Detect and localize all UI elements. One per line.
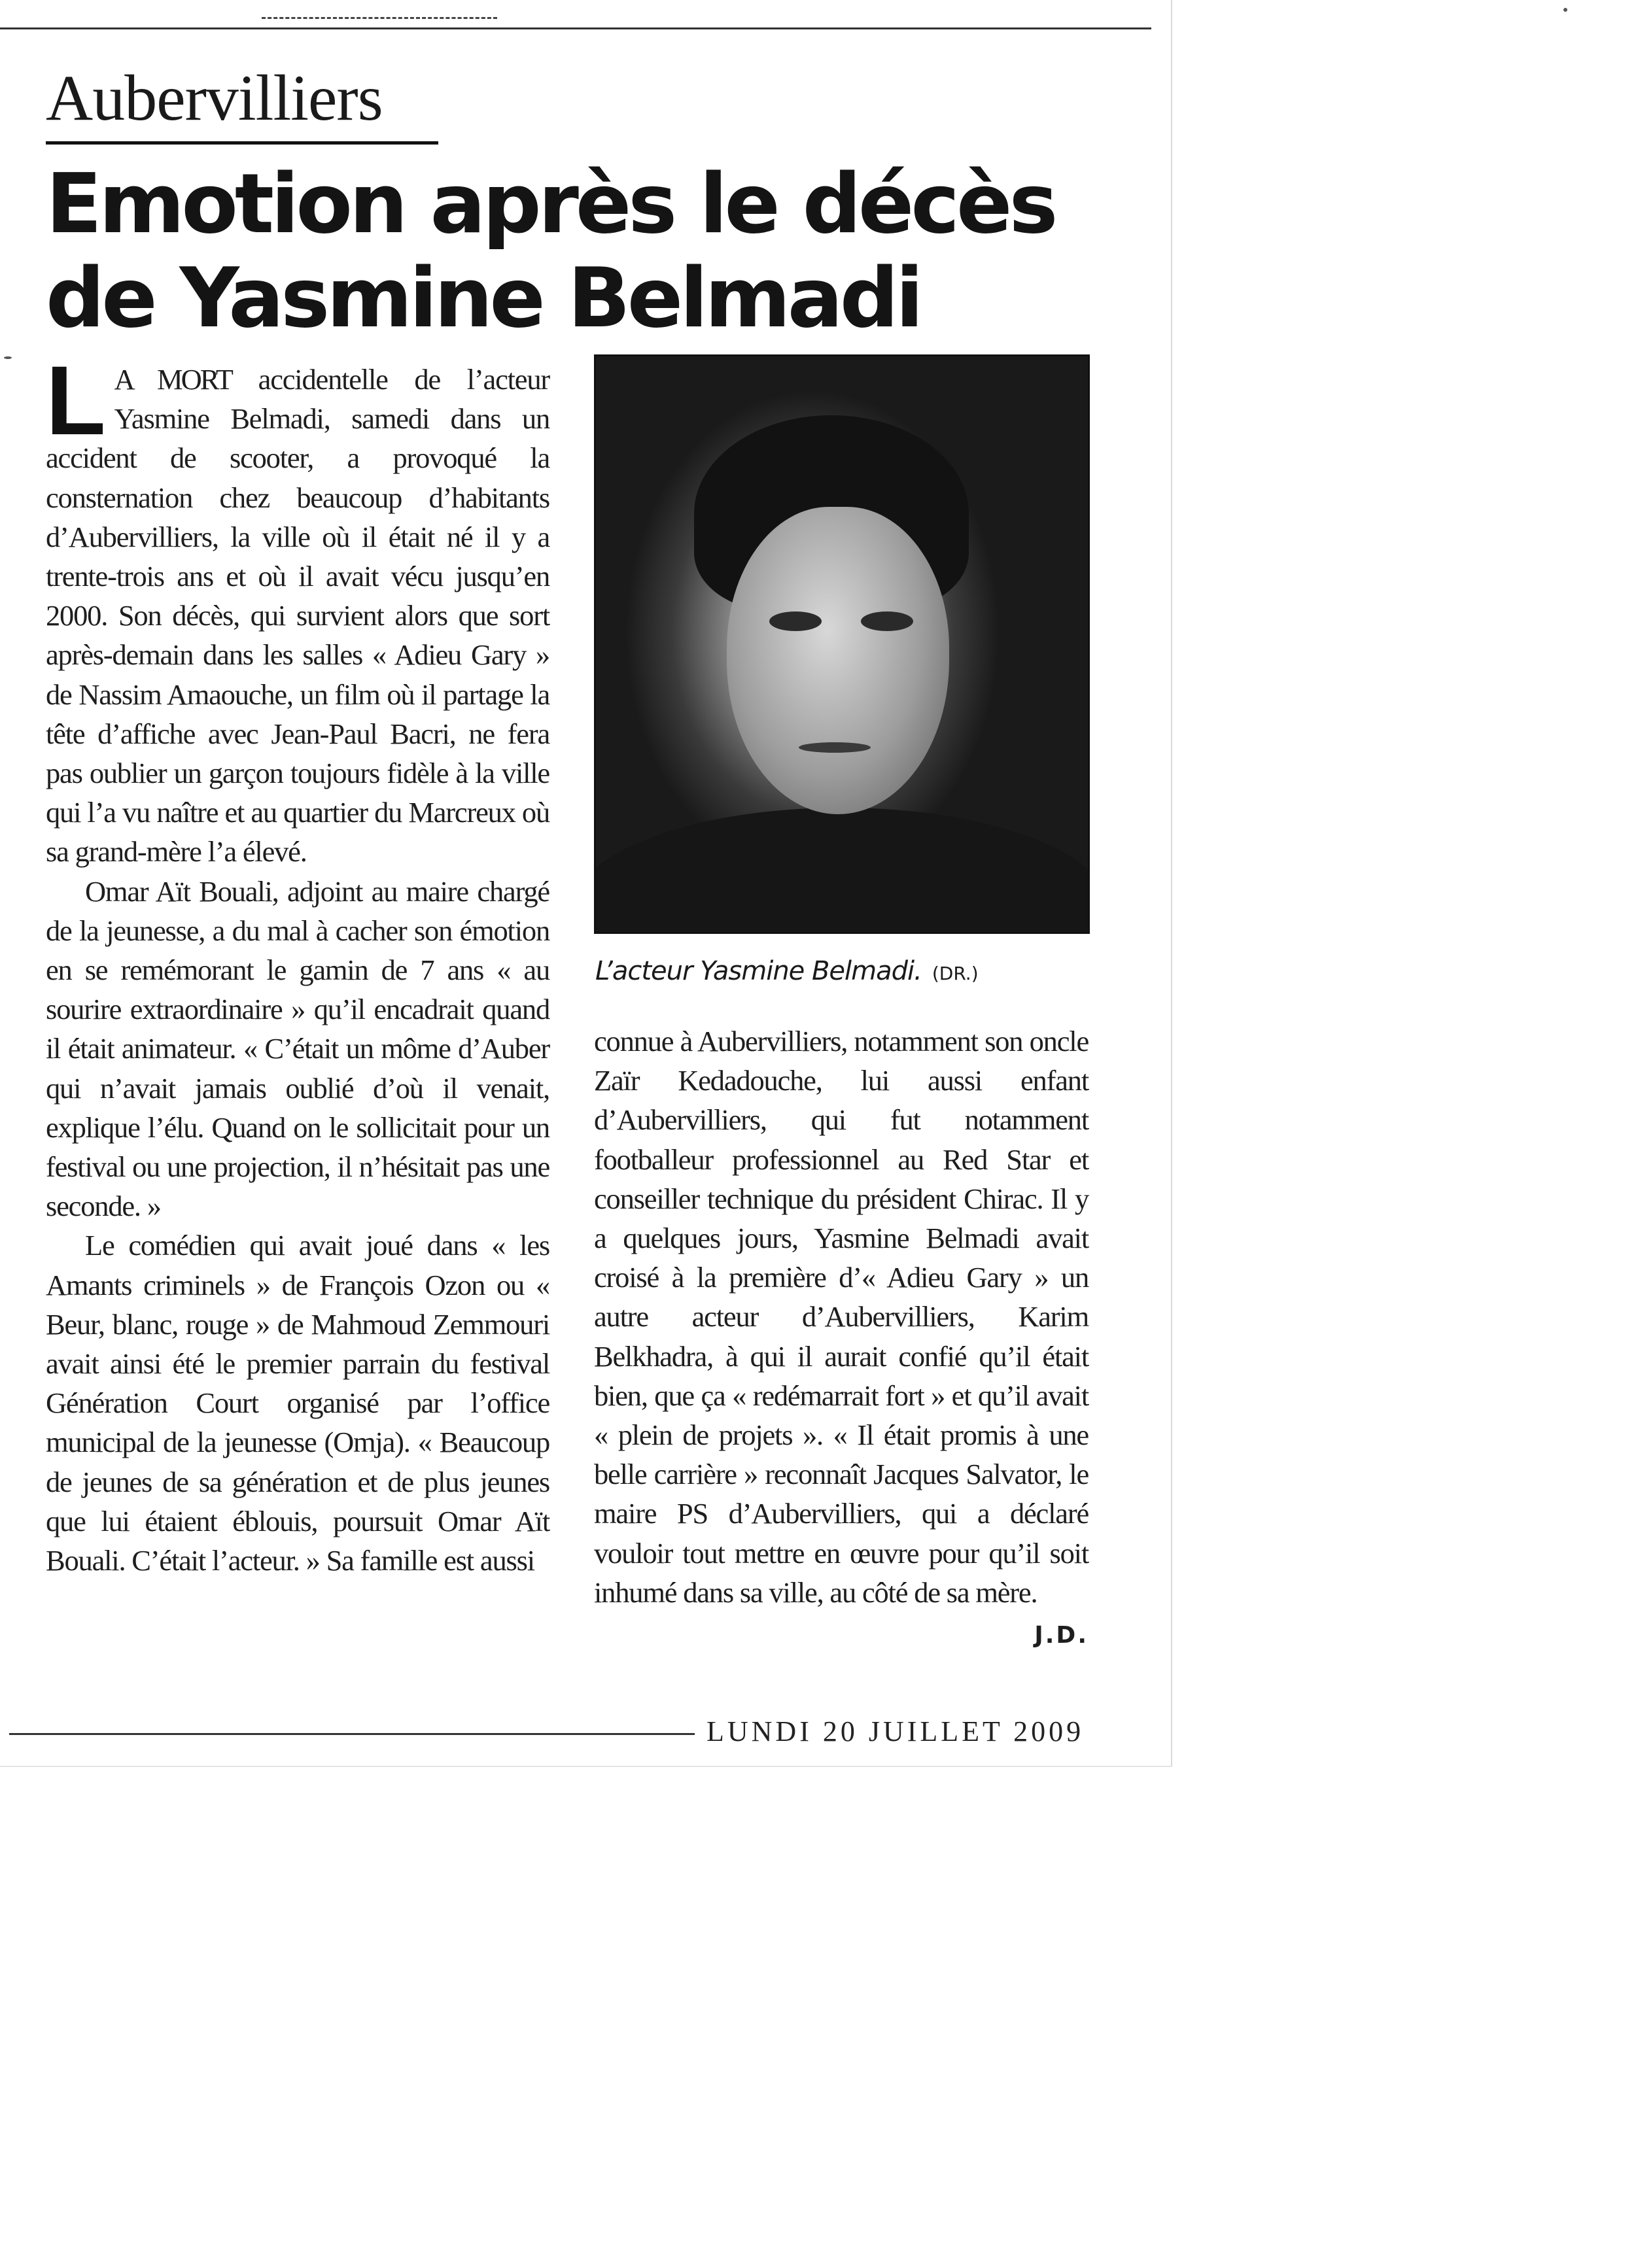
headline [46,157,1119,345]
drop-cap: L [46,345,105,455]
photo-caption [595,956,1087,986]
paragraph-2: Omar Aït Bouali, adjoint au maire chargé de la jeunesse, a du mal à cacher son émotion en se remémorant le gamin de 7 ans « au sourire extraordinaire » qu’il encadrait quand il était animateur. « C’était un môme d’Auber qui n’avait jamais oublié d’où il venait, explique l’élu. Quand on le sollicitait pour un festival ou une projection, il n’hésitait pas une seconde. » [46,874,549,1223]
paragraph-1-text: accidentelle de l’acteur Yasmine Belmadi, samedi dans un accident de scooter, a provoqué la consternation chez beaucoup d’habitants d’Aubervilliers, la ville où il était né il y a trente-trois ans et où il avait vécu jusqu’en 2000. Son décès, qui survient alors que sort après-demain dans les salles « Adieu Gary » de Nassim Amaouche, un film où il partage la tête d’affiche avec Jean-Paul Bacri, ne fera pas oublier un garçon toujours fidèle à la ville qui l’a vu naître et au quartier du Marcreux où sa grand-mère l’a élevé. [46,363,549,868]
author-signature: J.D. [1034,1622,1089,1649]
photo-eye-right [861,611,913,631]
caption-text: L’acteur Yasmine Belmadi. [595,956,922,986]
section-underline [46,141,438,145]
dateline: LUNDI 20 JUILLET 2009 [706,1715,1085,1747]
paragraph-3: Le comédien qui avait joué dans « les Amants criminels » de François Ozon ou « Beur, blanc, rouge » de Mahmoud Zemmouri avait ainsi été le premier parrain du festival Génération Court organisé par l’office municipal de la jeunesse (Omja). « Beaucoup de jeunes de sa génération et de plus jeunes que lui étaient éblouis, poursuit Omar Aït Bouali. C’était l’acteur. » Sa famille est aussi [46,1229,549,1577]
article-column-left [46,345,549,1580]
paragraph-3-continued [594,1022,1089,1649]
lead-caps: A MORT [114,363,232,396]
torn-header-remnant [262,8,497,19]
headline-line-1: Emotion après le décès [46,156,1055,252]
scan-speck [1563,8,1567,12]
photo-mouth [799,742,871,753]
section-label: Aubervilliers [46,61,383,134]
photo-eye-left [769,611,822,631]
top-rule [0,27,1151,29]
paragraph-3-continued-text: connue à Aubervilliers, notamment son oncle Zaïr Kedadouche, lui aussi enfant d’Aubervilliers, qui fut notamment footballeur professionnel au Red Star et conseiller technique du président Chirac. Il y a quelques jours, Yasmine Belmadi avait croisé à la première d’« Adieu Gary » un autre acteur d’Aubervilliers, Karim Belkhadra, à qui il aurait confié qu’il était bien, que ça « redémarrait fort » et qu’il avait « plein de projets ». « Il était promis à une belle carrière » reconnaît Jacques Salvator, le maire PS d’Aubervilliers, qui a déclaré vouloir tout mettre en œuvre pour qu’il soit inhumé dans sa ville, au côté de sa mère. [594,1025,1089,1609]
portrait-photo [594,354,1090,934]
scan-speck [4,356,12,359]
bottom-rule [9,1733,695,1735]
article-column-right [594,1022,1089,1655]
photo-face [727,507,949,814]
photo-credit: (DR.) [932,963,979,984]
paragraph-1 [46,345,549,872]
headline-line-2: de Yasmine Belmadi [46,250,921,346]
photo-shoulders [594,808,1090,934]
